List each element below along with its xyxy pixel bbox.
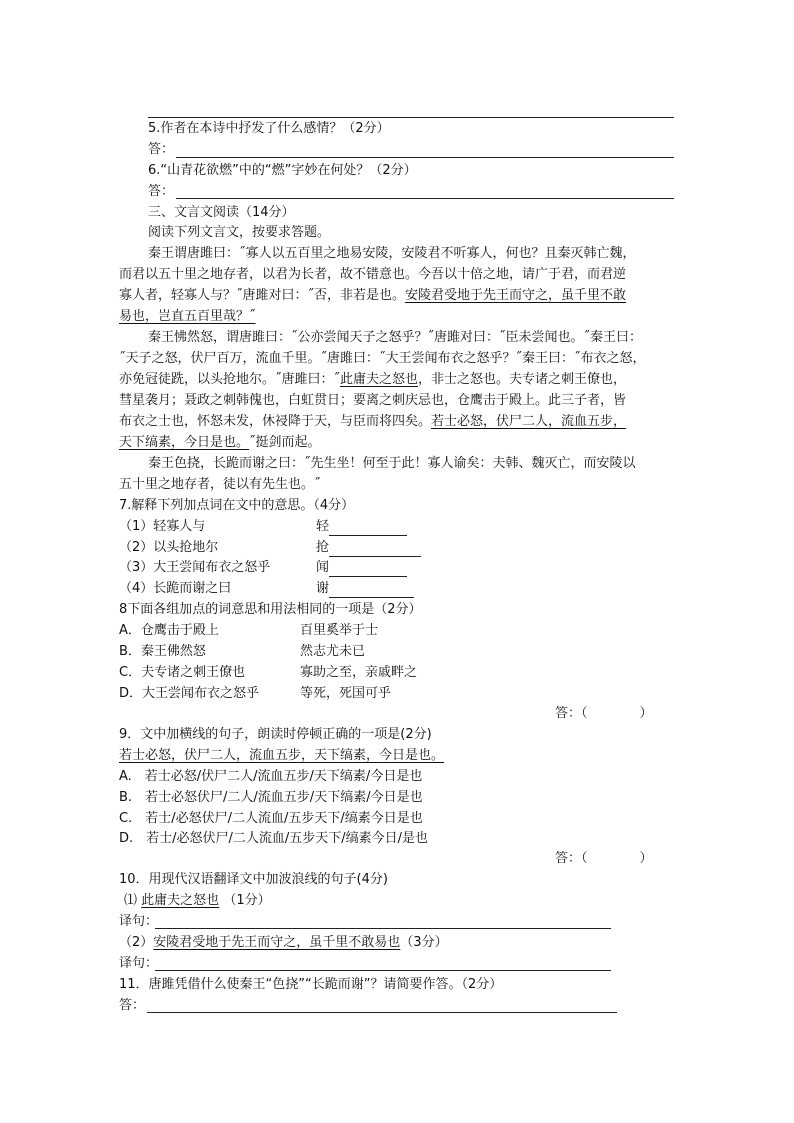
question-6: 6.“山青花欲燃”中的“燃”字妙在何处？（2分） <box>148 163 417 178</box>
q7-item: （1）轻寡人与 <box>119 519 206 534</box>
q7-answer <box>316 580 414 598</box>
q10-s2-label: （2） <box>119 935 154 950</box>
q7-answer <box>316 518 407 536</box>
q10-s1-label: ⑴ <box>124 893 138 908</box>
q7-answer <box>316 559 407 577</box>
q10-s1-score: （1分） <box>223 893 271 908</box>
passage-line <box>119 287 626 305</box>
answer-line[interactable] <box>176 157 674 158</box>
passage-line: 秦王色挠，长跪而谢之曰：˝先生坐！何至于此！寡人谕矣：夫韩、魏灭亡，而安陵以 <box>148 456 636 471</box>
q7-answer <box>316 539 421 557</box>
q7-word: 闻 <box>316 560 330 575</box>
passage-line: 而君以五十里之地存者，以君为长者，故不错意也。今吾以十倍之地，请广于君，而君逆 <box>119 267 627 282</box>
q8-answer-box[interactable]: 答：（ ） <box>555 706 653 721</box>
passage-line: ˝天子之怒，伏尸百万，流血千里。˝唐雎曰：˝大王尝闻布衣之怒乎？˝秦王曰：˝布衣之怒， <box>119 351 646 366</box>
q9-option: A. 若士必怒/伏尸二人/流血五步/天下缟素/今日是也 <box>119 769 423 784</box>
answer-line[interactable] <box>155 928 611 929</box>
q7-item: （4）长跪而谢之曰 <box>119 581 232 596</box>
question-11: 11．唐雎凭借什么使秦王“色挠”“长跪而谢”？请简要作答。（2分） <box>119 977 503 992</box>
underlined-sentence: 若士必怒，伏尸二人，流血五步，天下缟素，今日是也。 <box>119 748 445 763</box>
underlined-sentence: 安陵君受地于先王而守之，虽千里不敢易也 <box>153 935 401 950</box>
passage-text: ，非士之怒也。夫专诸之刺王僚也， <box>418 372 627 387</box>
q10-sentence-2 <box>119 934 448 952</box>
underlined-sentence: 此庸夫之怒也 <box>141 893 220 908</box>
section-instruction: 阅读下列文言文，按要求答题。 <box>148 225 331 240</box>
answer-blank[interactable] <box>329 584 414 598</box>
answer-label: 答： <box>148 184 175 199</box>
q9-option: C. 若士/必怒伏尸/二人流血/五步天下/缟素今日是也 <box>119 811 423 826</box>
answer-line[interactable] <box>148 117 674 118</box>
q7-item: （2）以头抢地尔 <box>119 540 219 555</box>
underlined-sentence: 安陵君受地于先王而守之，虽千里不敢 <box>405 288 627 303</box>
q8-option-b: 百里奚举于士 <box>300 623 379 638</box>
translate-label: 译句： <box>119 914 159 929</box>
question-7: 7.解释下列加点词在文中的意思。（4分） <box>119 498 355 513</box>
answer-line[interactable] <box>155 970 611 971</box>
answer-label: 答： <box>119 998 146 1013</box>
passage-text: 布衣之士也，怀怒未发，休祲降于天，与臣而将四矣。 <box>119 414 432 429</box>
question-9: 9．文中加横线的句子，朗读时停顿正确的一项是(2分) <box>119 727 432 742</box>
passage-text: 亦免冠徒跣，以头抢地尔。˝唐雎曰：˝ <box>119 372 341 387</box>
passage-line <box>119 371 626 389</box>
q8-option-a: A．仓鹰击于殿上 <box>119 623 219 638</box>
translate-label: 译句： <box>119 956 159 971</box>
passage-line: 五十里之地存者，徒以有先生也。˝ <box>119 477 321 492</box>
answer-line[interactable] <box>176 198 674 199</box>
underlined-sentence: 易也，岂直五百里哉？˝ <box>119 309 256 324</box>
passage-line <box>119 434 321 452</box>
underlined-sentence: 若士必怒，伏尸二人，流血五步， <box>431 414 627 429</box>
question-5: 5.作者在本诗中抒发了什么感情？（2分） <box>148 121 390 136</box>
q8-option-a: B．秦王佛然怒 <box>119 644 206 659</box>
q9-answer-box[interactable]: 答：（ ） <box>555 851 653 866</box>
q10-sentence-1 <box>124 892 271 910</box>
section-title: 三、文言文阅读（14分） <box>148 205 295 220</box>
passage-text: ˝挺剑而起。 <box>249 435 321 450</box>
q7-item: （3）大王尝闻布衣之怒乎 <box>119 560 271 575</box>
q8-option-b: 等死，死国可乎 <box>300 686 392 701</box>
answer-blank[interactable] <box>329 522 407 536</box>
q10-s2-score: （3分） <box>400 935 448 950</box>
q8-option-a: D．大王尝闻布衣之怒乎 <box>119 686 260 701</box>
answer-blank[interactable] <box>329 543 421 557</box>
passage-line <box>119 413 626 431</box>
underlined-sentence: 此庸夫之怒也 <box>340 372 419 387</box>
answer-line[interactable] <box>147 1012 617 1013</box>
passage-text: 寡人者，轻寡人与？˝唐雎对曰：˝否，非若是也。 <box>119 288 406 303</box>
q7-word: 轻 <box>316 519 330 534</box>
q7-word: 谢 <box>316 581 330 596</box>
q9-option: D. 若士/必怒伏尸/二人流血/五步天下/缟素今日/是也 <box>119 831 429 846</box>
passage-line: 秦王谓唐雎曰：˝寡人以五百里之地易安陵，安陵君不听寡人，何也？且秦灭韩亡魏， <box>148 246 636 261</box>
underlined-sentence: 天下缟素，今日是也。 <box>119 435 250 450</box>
question-10: 10．用现代汉语翻译文中加波浪线的句子(4分) <box>119 872 388 887</box>
q7-word: 抢 <box>316 540 330 555</box>
q8-option-b: 寡助之至，亲戚畔之 <box>300 665 418 680</box>
answer-blank[interactable] <box>329 563 407 577</box>
passage-line: 秦王怫然怒，谓唐雎曰：˝公亦尝闻天子之怒乎？˝唐雎对曰：˝臣未尝闻也。˝秦王曰： <box>148 330 643 345</box>
q8-option-a: C．夫专诸之刺王僚也 <box>119 665 246 680</box>
q8-option-b: 然志尤未已 <box>300 644 366 659</box>
passage-line: 彗星袭月；聂政之刺韩傀也，白虹贯日；要离之刺庆忌也，仓鹰击于殿上。此三子者，皆 <box>119 393 627 408</box>
q9-sentence <box>119 747 444 765</box>
q9-option: B. 若士必怒伏尸/二人/流血五步/天下缟素/今日是也 <box>119 790 423 805</box>
question-8: 8下面各组加点的词意思和用法相同的一项是（2分） <box>119 602 422 617</box>
passage-line <box>119 308 256 326</box>
answer-label: 答： <box>148 142 175 157</box>
